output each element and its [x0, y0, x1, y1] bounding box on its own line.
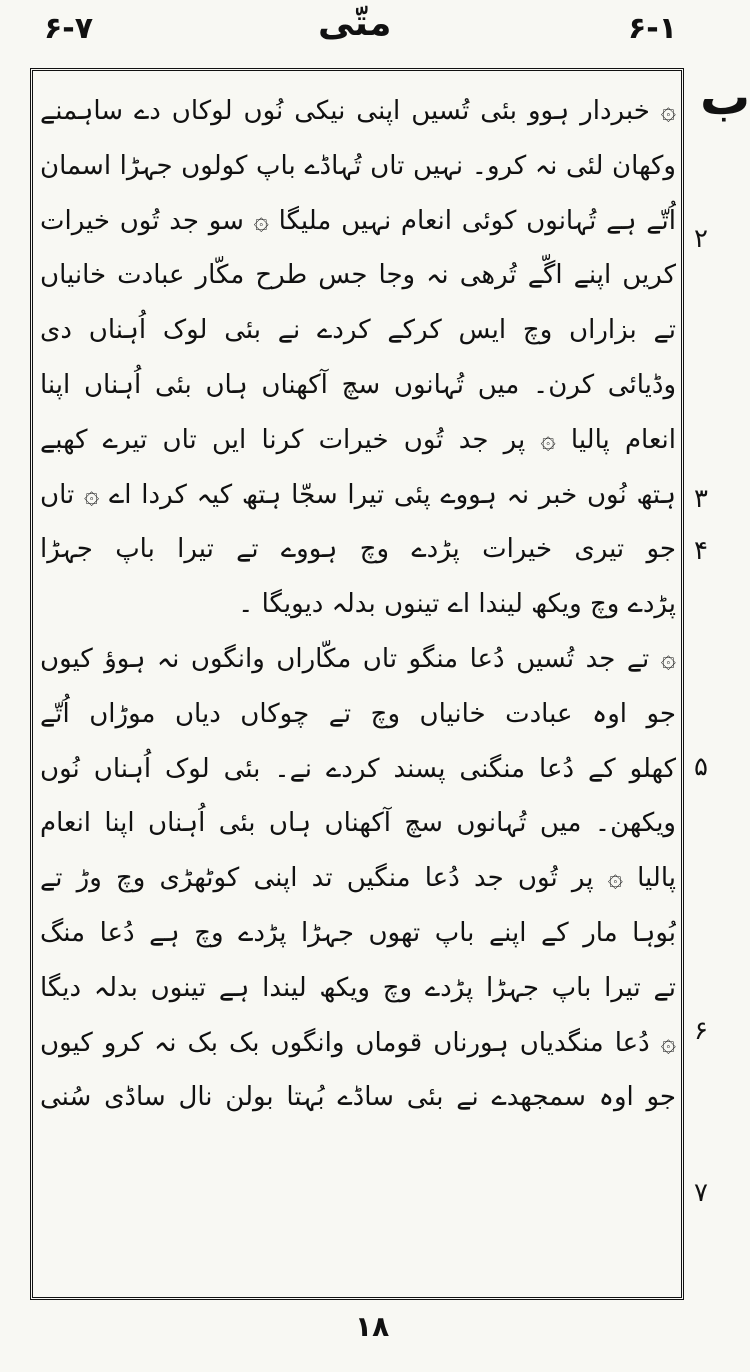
text-line-14: ویکھن۔ میں تُہانوں سچ آکھناں ہاں بئی اُہناں اپنا انعام	[40, 808, 676, 839]
verse-number: ۳	[694, 484, 708, 514]
text-line-9: جو تیری خیرات پڑدے وچ ہووے تے تیرا باپ جہڑا	[40, 534, 676, 565]
text-line-10: پڑدے وچ ویکھ لیندا اے تینوں بدلہ دیویگا ۔	[238, 589, 676, 620]
text-line-1: ۞ خبردار ہوو بئی تُسیں اپنی نیکی نُوں لوکاں دے ساہمنے	[40, 96, 676, 126]
header-left-reference: ۶-۷	[44, 11, 94, 46]
text-line-7: انعام پالیا ۞ پر جد تُوں خیرات کرنا ایں تاں تیرے کھبے	[40, 424, 676, 455]
text-line-8: ہتھ نُوں خبر نہ ہووے پئی تیرا سجّا ہتھ کیہ کردا اے ۞ تاں	[40, 479, 676, 510]
text-line-19: جو اوہ سمجھدے نے بئی ساڈے بُہتا بولن نال ساڈی سُنی	[40, 1082, 676, 1113]
header-right-reference: ۶-۱	[628, 11, 678, 46]
text-line-11: ۞ تے جد تُسیں دُعا منگو تاں مکّاراں وانگوں نہ ہوؤ کیوں	[40, 643, 676, 674]
verse-number: ۵	[694, 752, 708, 782]
page-number: ۱۸	[355, 1310, 390, 1343]
page-title: متّی	[318, 3, 392, 44]
text-line-12: جو اوہ عبادت خانیاں وچ تے چوکاں دیاں موڑاں اُتّے	[40, 698, 676, 729]
text-line-15: پالیا ۞ پر تُوں جد دُعا منگیں تد اپنی کوٹھڑی وچ وڑ تے	[40, 863, 676, 894]
text-line-5: تے بزاراں وچ ایس کرکے کردے نے بئی لوک اُہناں دی	[40, 315, 676, 346]
text-line-17: تے تیرا باپ جہڑا پڑدے وچ ویکھ لیندا ہے تینوں بدلہ دیگا	[40, 972, 676, 1003]
text-line-2: وکھان لئی نہ کرو۔ نہیں تاں تُہاڈے باپ کولوں جہڑا اسمان	[40, 150, 676, 181]
margin-section-marker: ب	[700, 68, 750, 126]
text-line-18: ۞ دُعا منگدیاں ہورناں قوماں وانگوں بک بک نہ کرو کیوں	[40, 1027, 676, 1058]
text-line-16: بُوہا مار کے اپنے باپ تھوں جہڑا پڑدے وچ ہے دُعا منگ	[40, 917, 676, 948]
text-line-3: اُتّے ہے تُہانوں کوئی انعام نہیں ملیگا ۞ سو جد تُوں خیرات	[40, 205, 676, 236]
text-line-6: وڈیائی کرن۔ میں تُہانوں سچ آکھناں ہاں بئی اُہناں اپنا	[40, 369, 676, 400]
verse-number: ۲	[694, 224, 708, 254]
text-line-4: کریں اپنے اگّے تُرھی نہ وجا جس طرح مکّار عبادت خانیاں	[40, 260, 676, 291]
text-line-13: کھلو کے دُعا منگنی پسند کردے نے۔ بئی لوک اُہناں نُوں	[40, 753, 676, 784]
text-body	[40, 84, 676, 1125]
verse-number: ۴	[694, 536, 708, 566]
verse-number: ۶	[694, 1016, 708, 1046]
verse-number: ۷	[694, 1178, 708, 1208]
